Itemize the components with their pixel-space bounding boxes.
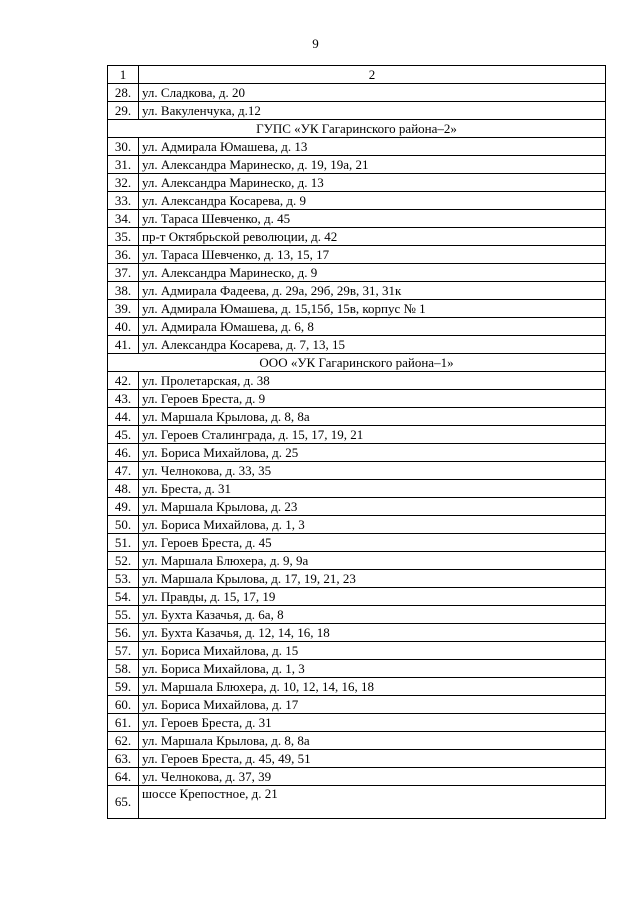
- row-address: ул. Сладкова, д. 20: [139, 84, 606, 102]
- table-row: [108, 444, 606, 462]
- table-row: [108, 768, 606, 786]
- row-address: ул. Героев Бреста, д. 31: [139, 714, 606, 732]
- table-row: [108, 714, 606, 732]
- table-row: [108, 498, 606, 516]
- row-address: ул. Адмирала Юмашева, д. 13: [139, 138, 606, 156]
- row-number: 30.: [108, 138, 139, 156]
- row-number: 54.: [108, 588, 139, 606]
- section-title: ГУПС «УК Гагаринского района–2»: [108, 120, 606, 138]
- address-table-body: [108, 66, 606, 819]
- table-row: [108, 318, 606, 336]
- row-number: 57.: [108, 642, 139, 660]
- table-row: [108, 84, 606, 102]
- table-row: [108, 426, 606, 444]
- row-address: ул. Александра Маринеско, д. 13: [139, 174, 606, 192]
- row-address: ул. Тараса Шевченко, д. 13, 15, 17: [139, 246, 606, 264]
- row-address: ул. Бориса Михайлова, д. 25: [139, 444, 606, 462]
- row-number: 29.: [108, 102, 139, 120]
- table-row: [108, 660, 606, 678]
- section-title: ООО «УК Гагаринского района–1»: [108, 354, 606, 372]
- row-address: ул. Тараса Шевченко, д. 45: [139, 210, 606, 228]
- row-address: ул. Челнокова, д. 33, 35: [139, 462, 606, 480]
- table-row: [108, 408, 606, 426]
- row-number: 47.: [108, 462, 139, 480]
- row-number: 42.: [108, 372, 139, 390]
- row-address: ул. Маршала Крылова, д. 17, 19, 21, 23: [139, 570, 606, 588]
- row-number: 33.: [108, 192, 139, 210]
- row-address: ул. Бориса Михайлова, д. 15: [139, 642, 606, 660]
- row-address: ул. Героев Бреста, д. 45: [139, 534, 606, 552]
- row-number: 43.: [108, 390, 139, 408]
- row-number: 41.: [108, 336, 139, 354]
- table-row: [108, 156, 606, 174]
- table-row: [108, 588, 606, 606]
- row-number: 34.: [108, 210, 139, 228]
- row-address: ул. Правды, д. 15, 17, 19: [139, 588, 606, 606]
- row-number: 37.: [108, 264, 139, 282]
- row-address: ул. Александра Косарева, д. 7, 13, 15: [139, 336, 606, 354]
- row-address: ул. Бориса Михайлова, д. 1, 3: [139, 516, 606, 534]
- row-number: 31.: [108, 156, 139, 174]
- row-address: ул. Маршала Крылова, д. 8, 8а: [139, 408, 606, 426]
- table-row: [108, 246, 606, 264]
- table-row: [108, 750, 606, 768]
- row-address: ул. Адмирала Юмашева, д. 6, 8: [139, 318, 606, 336]
- table-row: [108, 732, 606, 750]
- table-row: [108, 624, 606, 642]
- table-row: [108, 462, 606, 480]
- table-row: [108, 264, 606, 282]
- table-row: [108, 552, 606, 570]
- row-address: ул. Бориса Михайлова, д. 17: [139, 696, 606, 714]
- row-address: ул. Челнокова, д. 37, 39: [139, 768, 606, 786]
- row-number: 63.: [108, 750, 139, 768]
- table-row: [108, 516, 606, 534]
- table-row: [108, 786, 606, 819]
- row-address: ул. Александра Маринеско, д. 9: [139, 264, 606, 282]
- table-row: [108, 192, 606, 210]
- row-number: 36.: [108, 246, 139, 264]
- table-row: [108, 138, 606, 156]
- row-number: 45.: [108, 426, 139, 444]
- row-number: 32.: [108, 174, 139, 192]
- row-address: ул. Героев Сталинграда, д. 15, 17, 19, 21: [139, 426, 606, 444]
- row-number: 51.: [108, 534, 139, 552]
- row-address: пр-т Октябрьской революции, д. 42: [139, 228, 606, 246]
- header-address-column: 2: [139, 66, 606, 84]
- row-number: 60.: [108, 696, 139, 714]
- table-row: [108, 228, 606, 246]
- row-address: ул. Вакуленчука, д.12: [139, 102, 606, 120]
- row-address: ул. Адмирала Юмашева, д. 15,15б, 15в, корпус № 1: [139, 300, 606, 318]
- table-header-row: [108, 66, 606, 84]
- row-address: ул. Александра Косарева, д. 9: [139, 192, 606, 210]
- row-number: 49.: [108, 498, 139, 516]
- row-number: 64.: [108, 768, 139, 786]
- row-address: шоссе Крепостное, д. 21: [139, 786, 606, 819]
- row-number: 44.: [108, 408, 139, 426]
- row-number: 62.: [108, 732, 139, 750]
- table-row: [108, 642, 606, 660]
- row-address: ул. Маршала Блюхера, д. 10, 12, 14, 16, 18: [139, 678, 606, 696]
- row-number: 38.: [108, 282, 139, 300]
- row-address: ул. Пролетарская, д. 38: [139, 372, 606, 390]
- table-row: [108, 480, 606, 498]
- row-number: 46.: [108, 444, 139, 462]
- row-number: 48.: [108, 480, 139, 498]
- row-number: 55.: [108, 606, 139, 624]
- row-address: ул. Адмирала Фадеева, д. 29а, 29б, 29в, 31, 31к: [139, 282, 606, 300]
- table-row: [108, 372, 606, 390]
- row-number: 61.: [108, 714, 139, 732]
- section-header-row: [108, 354, 606, 372]
- row-number: 40.: [108, 318, 139, 336]
- table-row: [108, 210, 606, 228]
- row-address: ул. Героев Бреста, д. 45, 49, 51: [139, 750, 606, 768]
- row-number: 56.: [108, 624, 139, 642]
- table-row: [108, 282, 606, 300]
- row-address: ул. Бухта Казачья, д. 12, 14, 16, 18: [139, 624, 606, 642]
- header-number-column: 1: [108, 66, 139, 84]
- row-number: 28.: [108, 84, 139, 102]
- table-row: [108, 678, 606, 696]
- table-row: [108, 606, 606, 624]
- row-number: 35.: [108, 228, 139, 246]
- row-address: ул. Бухта Казачья, д. 6а, 8: [139, 606, 606, 624]
- row-number: 50.: [108, 516, 139, 534]
- row-address: ул. Александра Маринеско, д. 19, 19а, 21: [139, 156, 606, 174]
- table-row: [108, 174, 606, 192]
- row-address: ул. Маршала Крылова, д. 23: [139, 498, 606, 516]
- section-header-row: [108, 120, 606, 138]
- row-number: 53.: [108, 570, 139, 588]
- row-address: ул. Бориса Михайлова, д. 1, 3: [139, 660, 606, 678]
- row-number: 59.: [108, 678, 139, 696]
- row-address: ул. Маршала Блюхера, д. 9, 9а: [139, 552, 606, 570]
- row-number: 39.: [108, 300, 139, 318]
- table-row: [108, 390, 606, 408]
- row-address: ул. Героев Бреста, д. 9: [139, 390, 606, 408]
- row-address: ул. Маршала Крылова, д. 8, 8а: [139, 732, 606, 750]
- table-row: [108, 570, 606, 588]
- table-row: [108, 336, 606, 354]
- row-address: ул. Бреста, д. 31: [139, 480, 606, 498]
- table-row: [108, 534, 606, 552]
- address-table: [107, 65, 606, 819]
- page-number: 9: [312, 36, 319, 51]
- table-row: [108, 696, 606, 714]
- row-number: 58.: [108, 660, 139, 678]
- table-row: [108, 102, 606, 120]
- row-number: 65.: [108, 786, 139, 819]
- table-row: [108, 300, 606, 318]
- row-number: 52.: [108, 552, 139, 570]
